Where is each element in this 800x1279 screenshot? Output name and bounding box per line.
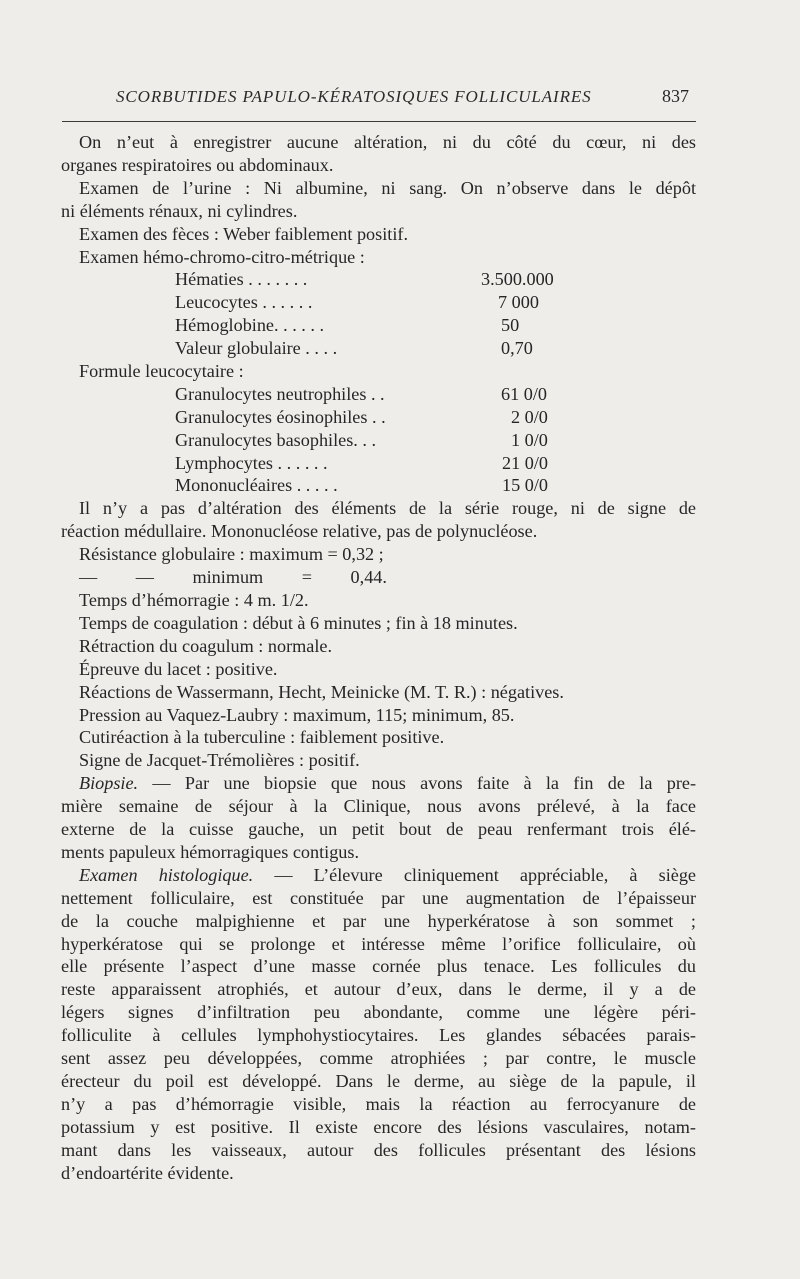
formula-label: Granulocytes éosinophiles . . — [175, 406, 386, 427]
page-body — [61, 131, 696, 1185]
text-line: ni éléments rénaux, ni cylindres. — [61, 200, 298, 221]
text-line: Pression au Vaquez-Laubry : maximum, 115; minimum, 85. — [79, 704, 515, 725]
biopsy-first-line — [61, 772, 696, 795]
formula-row — [61, 429, 696, 452]
text-line: Signe de Jacquet-Trémolières : positif. — [79, 750, 360, 771]
text-line: organes respiratoires ou abdominaux. — [61, 154, 334, 175]
blood-count-label: Valeur globulaire . . . . — [175, 338, 338, 359]
text-line: — — minimum = 0,44. — [79, 567, 387, 588]
formula-label: Granulocytes neutrophiles . . — [175, 383, 385, 404]
text-line: Réactions de Wassermann, Hecht, Meinicke (M. T. R.) : négatives. — [79, 681, 564, 702]
text-line: Examen des fèces : Weber faiblement positif. — [79, 223, 408, 244]
text-line: légers signes d’infiltration peu abondante, comme une légère péri- — [61, 1002, 696, 1023]
formula-value: 61 0/0 — [501, 383, 547, 404]
blood-count-label: Hématies . . . . . . . — [175, 269, 308, 290]
text-line: Épreuve du lacet : positive. — [79, 658, 278, 679]
formula-value: 21 0/0 — [502, 452, 548, 473]
text-line: reste apparaissent atrophiés, et autour d’eux, dans le derme, il y a de — [61, 979, 696, 1000]
formula-label: Mononucléaires . . . . . — [175, 475, 338, 496]
blood-count-row — [61, 337, 696, 360]
text-line: Résistance globulaire : maximum = 0,32 ; — [79, 544, 384, 565]
formula-row — [61, 452, 696, 475]
text-line: potassium y est positive. Il existe encore des lésions vasculaires, notam- — [61, 1116, 696, 1137]
blood-count-row — [61, 291, 696, 314]
text-line: elle présente l’aspect d’une masse cornée plus tenace. Les follicules du — [61, 956, 696, 977]
text-line: nettement folliculaire, est constituée par une augmentation de l’épaisseur — [61, 887, 696, 908]
text-fragment: — L’élevure cliniquement appréciable, à siège — [274, 864, 696, 885]
blood-count-value: 3.500.000 — [481, 269, 554, 290]
blood-count-row — [61, 268, 696, 291]
text-line: hyperkératose qui se prolonge et intéresse même l’orifice folliculaire, où — [61, 933, 696, 954]
text-line: Temps d’hémorragie : 4 m. 1/2. — [79, 589, 309, 610]
text-line: Examen hémo-chromo-citro-métrique : — [79, 246, 365, 267]
page-number: 837 — [662, 86, 689, 106]
blood-count-label: Hémoglobine. . . . . . — [175, 315, 325, 336]
text-line: ments papuleux hémorragiques contigus. — [61, 841, 360, 862]
text-fragment: — Par une biopsie que nous avons faite à la fin de la pre- — [152, 773, 697, 794]
blood-count-row — [61, 314, 696, 337]
formula-heading: Formule leucocytaire : — [79, 361, 244, 381]
histology-heading: Examen histologique. — [79, 864, 254, 885]
text-line: Il n’y a pas d’altération des éléments de la série rouge, ni de signe de — [79, 498, 696, 519]
text-line: érecteur du poil est développé. Dans le derme, au siège de la papule, il — [61, 1071, 696, 1092]
text-line: mière semaine de séjour à la Clinique, nous avons prélevé, à la face — [61, 796, 696, 817]
text-line: Rétraction du coagulum : normale. — [79, 635, 333, 656]
formula-value: 1 0/0 — [511, 429, 548, 450]
histology-first-line — [61, 864, 696, 887]
text-line: n’y a pas d’hémorragie visible, mais la réaction au ferrocyanure de — [61, 1093, 696, 1114]
text-line: réaction médullaire. Mononucléose relative, pas de polynucléose. — [61, 521, 538, 542]
formula-label: Granulocytes basophiles. . . — [175, 429, 377, 450]
formula-row — [61, 406, 696, 429]
text-line: sent assez peu développées, comme atrophiées ; par contre, le muscle — [61, 1048, 696, 1069]
formula-value: 15 0/0 — [502, 475, 548, 496]
text-line: d’endoartérite évidente. — [61, 1162, 234, 1183]
text-line: Examen de l’urine : Ni albumine, ni sang. On n’observe dans le dépôt — [79, 177, 696, 198]
text-line: On n’eut à enregistrer aucune altération, ni du côté du cœur, ni des — [79, 132, 696, 152]
blood-count-label: Leucocytes . . . . . . — [175, 292, 313, 313]
text-line: mant dans les vaisseaux, autour des follicules présentant des lésions — [61, 1139, 696, 1160]
running-title: SCORBUTIDES PAPULO-KÉRATOSIQUES FOLLICULAIRES — [116, 87, 592, 106]
biopsy-heading: Biopsie. — [79, 773, 139, 794]
blood-count-value: 50 — [501, 315, 520, 336]
formula-label: Lymphocytes . . . . . . — [175, 452, 328, 473]
text-line: folliculite à cellules lymphohystiocytaires. Les glandes sébacées parais- — [61, 1025, 696, 1046]
header-rule — [62, 121, 696, 122]
formula-row — [61, 474, 696, 497]
text-line: Temps de coagulation : début à 6 minutes ; fin à 18 minutes. — [79, 612, 518, 633]
text-line: externe de la cuisse gauche, un petit bout de peau renfermant trois élé- — [61, 819, 696, 840]
text-line: de la couche malpighienne et par une hyperkératose à son sommet ; — [61, 910, 696, 931]
formula-row — [61, 383, 696, 406]
blood-count-value: 7 000 — [498, 292, 539, 313]
formula-value: 2 0/0 — [511, 406, 548, 427]
blood-count-value: 0,70 — [501, 338, 533, 359]
text-line: Cutiréaction à la tuberculine : faiblement positive. — [79, 727, 445, 748]
